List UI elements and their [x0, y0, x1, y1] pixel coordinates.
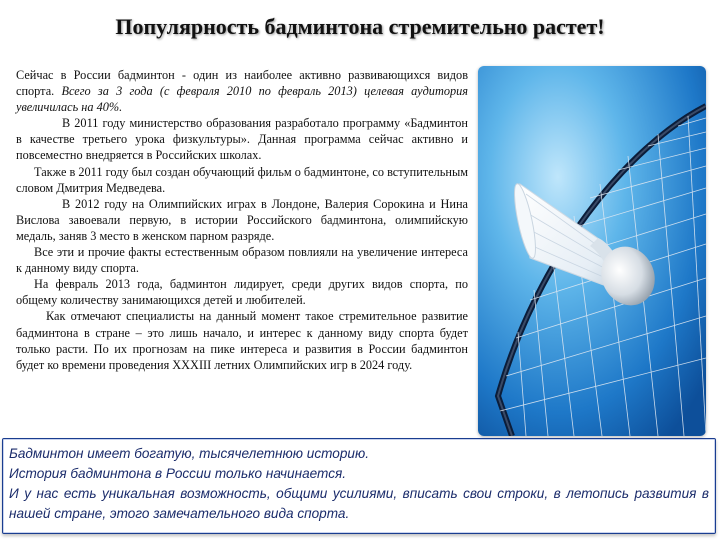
intro-sentence: Сейчас в России бадминтон - один из наиболее активно развивающихся видов спорта.: [16, 68, 468, 99]
paragraph-facts: Все эти и прочие факты естественным образом повлияли на увеличение интереса к данному виду спорта.: [16, 245, 468, 276]
conclusion-box: [2, 438, 716, 534]
paragraph-film: Также в 2011 году был создан обучающий фильм о бадминтоне, со вступительным словом Дмитрия Медведева.: [16, 164, 468, 195]
conclusion-line-opportunity: И у нас есть уникальная возможность, общими усилиями, вписать свои строки, в летопись развития в нашей стране, этого замечательного вида спорта.: [9, 486, 709, 521]
audience-growth-sentence: Всего за 3 года (с февраля 2010 по февраль 2013) целевая аудитория увеличилась на 40%.: [16, 84, 468, 115]
shuttlecock-racket-photo: [478, 66, 706, 436]
paragraph-olympics-2012: В 2012 году на Олимпийских играх в Лондоне, Валерия Сорокина и Нина Вислова завоевали первую, в истории Российского бадминтона, олимпийскую медаль, заняв 3 место в женском парном разряде.: [16, 196, 468, 243]
paragraph-intro: [16, 67, 468, 115]
page-title: Популярность бадминтона стремительно растет!: [115, 14, 605, 39]
conclusion-line-history: Бадминтон имеет богатую, тысячелетнюю историю.: [9, 446, 369, 461]
shuttlecock-icon: [478, 66, 706, 436]
conclusion-line-russia: История бадминтона в России только начинается.: [9, 466, 347, 481]
body-text: [16, 67, 468, 373]
paragraph-program: В 2011 году министерство образования разработало программу «Бадминтон в качестве третьего урока физкультуры». Данная программа сейчас активно и повсеместно внедряется в Российских школах.: [16, 116, 468, 163]
paragraph-leadership: На февраль 2013 года, бадминтон лидирует, среди других видов спорта, по общему количеству занимающихся детей и любителей.: [16, 277, 468, 308]
paragraph-forecast: Как отмечают специалисты на данный момент такое стремительное развитие бадминтона в стране – это лишь начало, и интерес к данному виду спорта будет только расти. По их прогнозам на пике интереса и развития в России бадминтон будет ко времени проведения XXXIII летних Олимпийских игр в 2024 году.: [16, 309, 468, 372]
